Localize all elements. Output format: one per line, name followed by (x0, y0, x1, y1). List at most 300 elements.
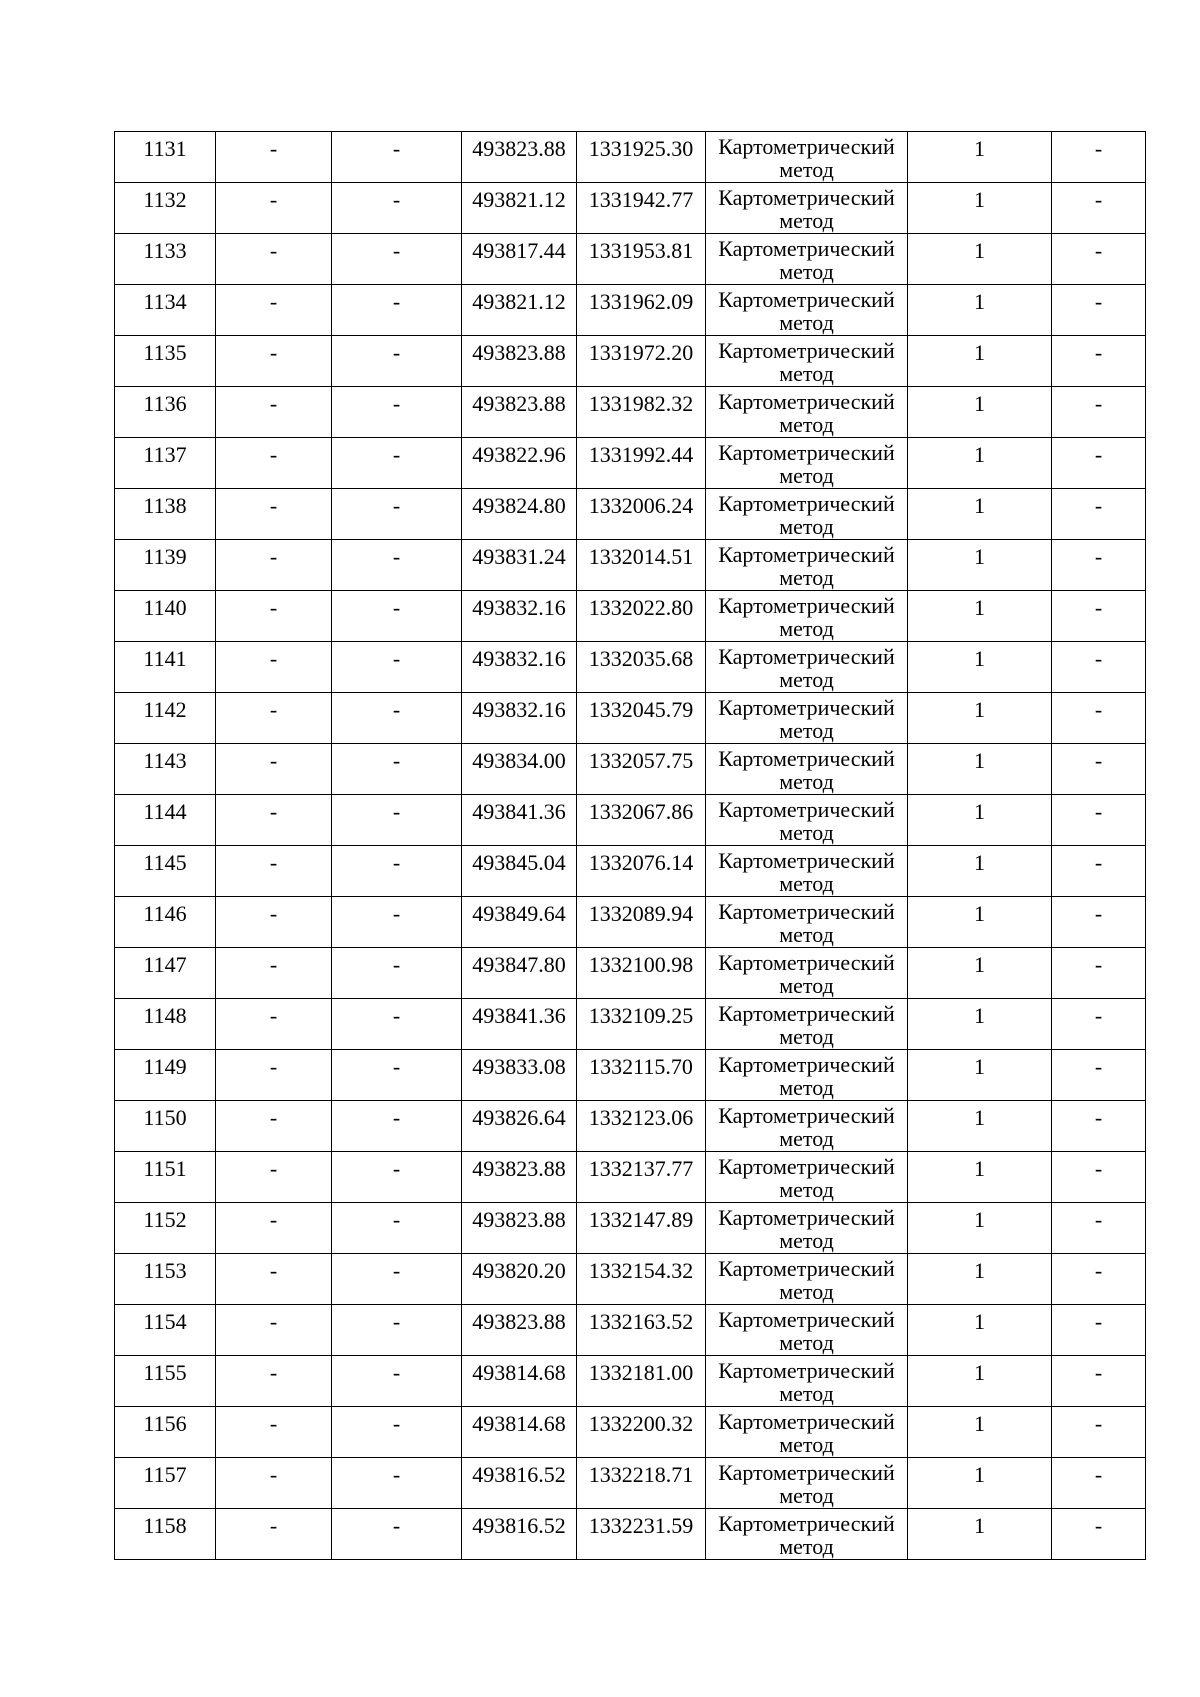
empty-value-cell-text: - (392, 748, 401, 773)
empty-value-cell-text: - (269, 1003, 278, 1028)
x-coordinate-cell-text: 493823.88 (472, 1309, 566, 1334)
x-coordinate-cell-text: 493832.16 (472, 595, 566, 620)
method-line-1: Картометрический (718, 1052, 895, 1077)
point-number-cell-text: 1153 (143, 1258, 187, 1283)
description-cell-text: - (1094, 442, 1103, 467)
method-line-1: Картометрический (718, 1358, 895, 1383)
method-line-2: метод (779, 973, 834, 998)
method-text (706, 1050, 907, 1100)
empty-value-cell-text: - (269, 1360, 278, 1385)
accuracy-cell-text: 1 (974, 799, 985, 824)
point-number-cell (115, 897, 216, 948)
accuracy-cell (908, 183, 1052, 234)
description-cell-text: - (1094, 748, 1103, 773)
method-cell (706, 693, 908, 744)
x-coordinate-cell-text: 493821.12 (472, 289, 566, 314)
point-number-cell-text: 1150 (143, 1105, 187, 1130)
y-coordinate-cell-text: 1332045.79 (588, 697, 694, 722)
method-line-2: метод (779, 820, 834, 845)
y-coordinate-cell (577, 1254, 706, 1305)
accuracy-cell-text: 1 (974, 340, 985, 365)
point-number-cell (115, 744, 216, 795)
method-text (706, 1101, 907, 1151)
accuracy-cell (908, 132, 1052, 183)
table-row (115, 1407, 1146, 1458)
x-coordinate-cell-text: 493814.68 (472, 1360, 566, 1385)
description-cell-text: - (1094, 289, 1103, 314)
method-text (706, 591, 907, 641)
y-coordinate-cell (577, 438, 706, 489)
empty-value-cell (216, 234, 332, 285)
empty-value-cell (332, 846, 462, 897)
description-cell-text: - (1094, 391, 1103, 416)
empty-value-cell (332, 183, 462, 234)
y-coordinate-cell-text: 1332231.59 (588, 1513, 694, 1538)
point-number-cell-text: 1144 (143, 799, 187, 824)
x-coordinate-cell-text: 493826.64 (472, 1105, 566, 1130)
description-cell-text: - (1094, 1207, 1103, 1232)
empty-value-cell-text: - (269, 850, 278, 875)
method-line-2: метод (779, 514, 834, 539)
accuracy-cell-text: 1 (974, 136, 985, 161)
accuracy-cell (908, 1152, 1052, 1203)
description-cell (1052, 1458, 1146, 1509)
method-line-1: Картометрический (718, 134, 895, 159)
y-coordinate-cell (577, 642, 706, 693)
point-number-cell-text: 1143 (143, 748, 187, 773)
description-cell (1052, 999, 1146, 1050)
method-line-1: Картометрический (718, 389, 895, 414)
point-number-cell (115, 1458, 216, 1509)
table-row (115, 438, 1146, 489)
x-coordinate-cell-text: 493845.04 (472, 850, 566, 875)
method-line-2: метод (779, 871, 834, 896)
empty-value-cell-text: - (392, 1054, 401, 1079)
method-line-1: Картометрический (718, 440, 895, 465)
empty-value-cell (332, 999, 462, 1050)
accuracy-cell (908, 693, 1052, 744)
accuracy-cell (908, 489, 1052, 540)
x-coordinate-cell-text: 493823.88 (472, 391, 566, 416)
empty-value-cell (216, 1101, 332, 1152)
point-number-cell-text: 1133 (143, 238, 187, 263)
method-cell (706, 540, 908, 591)
empty-value-cell (332, 693, 462, 744)
method-line-2: метод (779, 922, 834, 947)
x-coordinate-cell-text: 493814.68 (472, 1411, 566, 1436)
method-line-1: Картометрический (718, 185, 895, 210)
method-line-2: метод (779, 463, 834, 488)
point-number-cell-text: 1148 (143, 1003, 187, 1028)
description-cell (1052, 642, 1146, 693)
accuracy-cell-text: 1 (974, 646, 985, 671)
x-coordinate-cell-text: 493834.00 (472, 748, 566, 773)
method-line-1: Картометрический (718, 593, 895, 618)
method-text (706, 1356, 907, 1406)
x-coordinate-cell-text: 493820.20 (472, 1258, 566, 1283)
description-cell-text: - (1094, 952, 1103, 977)
y-coordinate-cell-text: 1332067.86 (588, 799, 694, 824)
y-coordinate-cell (577, 285, 706, 336)
point-number-cell-text: 1136 (143, 391, 187, 416)
accuracy-cell-text: 1 (974, 1462, 985, 1487)
empty-value-cell-text: - (269, 238, 278, 263)
method-line-1: Картометрический (718, 1103, 895, 1128)
method-text (706, 387, 907, 437)
method-cell (706, 1458, 908, 1509)
empty-value-cell-text: - (269, 1207, 278, 1232)
point-number-cell (115, 693, 216, 744)
empty-value-cell-text: - (269, 595, 278, 620)
table-row (115, 1050, 1146, 1101)
point-number-cell (115, 132, 216, 183)
y-coordinate-cell-text: 1331982.32 (588, 391, 694, 416)
y-coordinate-cell-text: 1332163.52 (588, 1309, 694, 1334)
y-coordinate-cell (577, 1203, 706, 1254)
description-cell-text: - (1094, 493, 1103, 518)
method-text (706, 234, 907, 284)
point-number-cell-text: 1131 (143, 136, 187, 161)
empty-value-cell-text: - (269, 442, 278, 467)
accuracy-cell-text: 1 (974, 1003, 985, 1028)
accuracy-cell-text: 1 (974, 1054, 985, 1079)
x-coordinate-cell (462, 183, 577, 234)
point-number-cell (115, 489, 216, 540)
table-row (115, 183, 1146, 234)
empty-value-cell (216, 489, 332, 540)
method-text (706, 1203, 907, 1253)
point-number-cell (115, 234, 216, 285)
empty-value-cell (332, 591, 462, 642)
y-coordinate-cell (577, 1305, 706, 1356)
point-number-cell-text: 1139 (143, 544, 187, 569)
x-coordinate-cell (462, 387, 577, 438)
method-line-1: Картометрический (718, 644, 895, 669)
y-coordinate-cell (577, 1050, 706, 1101)
accuracy-cell (908, 1254, 1052, 1305)
point-number-cell-text: 1157 (143, 1462, 187, 1487)
y-coordinate-cell (577, 387, 706, 438)
empty-value-cell-text: - (269, 1105, 278, 1130)
empty-value-cell-text: - (392, 1105, 401, 1130)
method-cell (706, 285, 908, 336)
table-body (115, 132, 1146, 1560)
y-coordinate-cell-text: 1331962.09 (588, 289, 694, 314)
empty-value-cell (216, 1203, 332, 1254)
method-text (706, 132, 907, 182)
y-coordinate-cell (577, 1152, 706, 1203)
description-cell-text: - (1094, 646, 1103, 671)
point-number-cell-text: 1158 (143, 1513, 187, 1538)
empty-value-cell (216, 591, 332, 642)
method-text (706, 999, 907, 1049)
description-cell (1052, 336, 1146, 387)
accuracy-cell-text: 1 (974, 187, 985, 212)
empty-value-cell-text: - (269, 952, 278, 977)
method-text (706, 540, 907, 590)
empty-value-cell-text: - (392, 901, 401, 926)
accuracy-cell (908, 795, 1052, 846)
empty-value-cell (216, 948, 332, 999)
table-row (115, 591, 1146, 642)
y-coordinate-cell (577, 1407, 706, 1458)
x-coordinate-cell (462, 1203, 577, 1254)
method-cell (706, 387, 908, 438)
empty-value-cell (332, 234, 462, 285)
point-number-cell (115, 1254, 216, 1305)
accuracy-cell-text: 1 (974, 595, 985, 620)
empty-value-cell-text: - (269, 1156, 278, 1181)
method-line-1: Картометрический (718, 1307, 895, 1332)
accuracy-cell (908, 999, 1052, 1050)
point-number-cell (115, 591, 216, 642)
empty-value-cell (332, 438, 462, 489)
point-number-cell-text: 1140 (143, 595, 187, 620)
y-coordinate-cell-text: 1332181.00 (588, 1360, 694, 1385)
description-cell (1052, 1101, 1146, 1152)
accuracy-cell (908, 1356, 1052, 1407)
x-coordinate-cell-text: 493849.64 (472, 901, 566, 926)
empty-value-cell (332, 387, 462, 438)
point-number-cell-text: 1132 (143, 187, 187, 212)
empty-value-cell (216, 795, 332, 846)
accuracy-cell (908, 642, 1052, 693)
empty-value-cell (332, 642, 462, 693)
description-cell (1052, 795, 1146, 846)
method-cell (706, 183, 908, 234)
method-text (706, 795, 907, 845)
x-coordinate-cell-text: 493817.44 (472, 238, 566, 263)
x-coordinate-cell-text: 493821.12 (472, 187, 566, 212)
point-number-cell (115, 1407, 216, 1458)
method-line-2: метод (779, 1075, 834, 1100)
coordinates-table (114, 131, 1146, 1560)
point-number-cell-text: 1151 (143, 1156, 187, 1181)
method-line-1: Картометрический (718, 542, 895, 567)
table-row (115, 744, 1146, 795)
description-cell-text: - (1094, 1513, 1103, 1538)
y-coordinate-cell-text: 1332057.75 (588, 748, 694, 773)
x-coordinate-cell (462, 591, 577, 642)
empty-value-cell-text: - (392, 544, 401, 569)
table-row (115, 693, 1146, 744)
empty-value-cell (216, 642, 332, 693)
accuracy-cell-text: 1 (974, 1411, 985, 1436)
x-coordinate-cell-text: 493816.52 (472, 1462, 566, 1487)
empty-value-cell-text: - (392, 646, 401, 671)
accuracy-cell (908, 234, 1052, 285)
y-coordinate-cell (577, 1356, 706, 1407)
accuracy-cell (908, 1101, 1052, 1152)
empty-value-cell (216, 1254, 332, 1305)
description-cell-text: - (1094, 850, 1103, 875)
empty-value-cell (216, 336, 332, 387)
description-cell-text: - (1094, 187, 1103, 212)
method-line-2: метод (779, 1534, 834, 1559)
method-line-2: метод (779, 361, 834, 386)
method-line-1: Картометрический (718, 746, 895, 771)
empty-value-cell (332, 1407, 462, 1458)
y-coordinate-cell-text: 1332014.51 (588, 544, 694, 569)
empty-value-cell-text: - (269, 1054, 278, 1079)
accuracy-cell (908, 744, 1052, 795)
point-number-cell (115, 948, 216, 999)
empty-value-cell (332, 1509, 462, 1560)
y-coordinate-cell-text: 1332123.06 (588, 1105, 694, 1130)
empty-value-cell (332, 132, 462, 183)
empty-value-cell (216, 132, 332, 183)
empty-value-cell (216, 285, 332, 336)
table-row (115, 948, 1146, 999)
empty-value-cell (216, 1509, 332, 1560)
method-text (706, 948, 907, 998)
method-line-1: Картометрический (718, 1256, 895, 1281)
accuracy-cell (908, 1305, 1052, 1356)
table-row (115, 489, 1146, 540)
method-line-1: Картометрический (718, 1460, 895, 1485)
y-coordinate-cell (577, 183, 706, 234)
x-coordinate-cell (462, 336, 577, 387)
method-text (706, 438, 907, 488)
accuracy-cell (908, 387, 1052, 438)
accuracy-cell-text: 1 (974, 238, 985, 263)
description-cell-text: - (1094, 544, 1103, 569)
accuracy-cell-text: 1 (974, 952, 985, 977)
table-row (115, 897, 1146, 948)
description-cell-text: - (1094, 799, 1103, 824)
empty-value-cell (216, 540, 332, 591)
accuracy-cell-text: 1 (974, 442, 985, 467)
method-cell (706, 948, 908, 999)
method-cell (706, 1254, 908, 1305)
method-text (706, 1305, 907, 1355)
empty-value-cell-text: - (269, 187, 278, 212)
point-number-cell (115, 183, 216, 234)
method-text (706, 1254, 907, 1304)
x-coordinate-cell-text: 493824.80 (472, 493, 566, 518)
empty-value-cell (332, 285, 462, 336)
empty-value-cell (332, 540, 462, 591)
point-number-cell (115, 1509, 216, 1560)
table-row (115, 642, 1146, 693)
description-cell-text: - (1094, 1360, 1103, 1385)
x-coordinate-cell (462, 540, 577, 591)
point-number-cell (115, 1152, 216, 1203)
method-cell (706, 1305, 908, 1356)
point-number-cell (115, 336, 216, 387)
empty-value-cell (332, 1152, 462, 1203)
point-number-cell (115, 1050, 216, 1101)
accuracy-cell (908, 336, 1052, 387)
method-cell (706, 1203, 908, 1254)
method-line-1: Картометрический (718, 236, 895, 261)
method-line-1: Картометрический (718, 1154, 895, 1179)
y-coordinate-cell-text: 1332035.68 (588, 646, 694, 671)
description-cell-text: - (1094, 238, 1103, 263)
method-line-1: Картометрический (718, 1409, 895, 1434)
empty-value-cell-text: - (392, 136, 401, 161)
method-line-1: Картометрический (718, 338, 895, 363)
description-cell-text: - (1094, 1462, 1103, 1487)
y-coordinate-cell-text: 1332137.77 (588, 1156, 694, 1181)
point-number-cell-text: 1147 (143, 952, 187, 977)
accuracy-cell (908, 591, 1052, 642)
y-coordinate-cell-text: 1332115.70 (589, 1054, 693, 1079)
method-line-1: Картометрический (718, 848, 895, 873)
y-coordinate-cell (577, 234, 706, 285)
empty-value-cell (216, 1152, 332, 1203)
table-row (115, 234, 1146, 285)
method-text (706, 846, 907, 896)
empty-value-cell (216, 1407, 332, 1458)
method-cell (706, 336, 908, 387)
table-row (115, 387, 1146, 438)
method-cell (706, 642, 908, 693)
x-coordinate-cell (462, 642, 577, 693)
method-line-1: Картометрический (718, 695, 895, 720)
point-number-cell (115, 438, 216, 489)
method-cell (706, 999, 908, 1050)
method-cell (706, 489, 908, 540)
y-coordinate-cell-text: 1332089.94 (588, 901, 694, 926)
empty-value-cell-text: - (392, 442, 401, 467)
description-cell-text: - (1094, 1105, 1103, 1130)
method-text (706, 1152, 907, 1202)
point-number-cell-text: 1152 (143, 1207, 187, 1232)
x-coordinate-cell (462, 285, 577, 336)
x-coordinate-cell (462, 1509, 577, 1560)
description-cell (1052, 897, 1146, 948)
method-line-1: Картометрический (718, 1001, 895, 1026)
method-line-2: метод (779, 157, 834, 182)
y-coordinate-cell (577, 897, 706, 948)
accuracy-cell (908, 1509, 1052, 1560)
empty-value-cell (332, 1254, 462, 1305)
table-row (115, 1356, 1146, 1407)
x-coordinate-cell (462, 1458, 577, 1509)
method-text (706, 336, 907, 386)
table-row (115, 1509, 1146, 1560)
x-coordinate-cell (462, 1101, 577, 1152)
description-cell (1052, 1254, 1146, 1305)
empty-value-cell (332, 489, 462, 540)
accuracy-cell (908, 948, 1052, 999)
x-coordinate-cell-text: 493832.16 (472, 697, 566, 722)
y-coordinate-cell (577, 795, 706, 846)
method-cell (706, 132, 908, 183)
description-cell (1052, 846, 1146, 897)
empty-value-cell-text: - (392, 289, 401, 314)
x-coordinate-cell-text: 493822.96 (472, 442, 566, 467)
y-coordinate-cell (577, 489, 706, 540)
table-row (115, 1254, 1146, 1305)
empty-value-cell (332, 948, 462, 999)
table-row (115, 1458, 1146, 1509)
x-coordinate-cell (462, 693, 577, 744)
empty-value-cell (332, 1305, 462, 1356)
description-cell (1052, 1305, 1146, 1356)
method-text (706, 1458, 907, 1508)
method-cell (706, 1050, 908, 1101)
point-number-cell-text: 1145 (143, 850, 187, 875)
empty-value-cell-text: - (392, 238, 401, 263)
y-coordinate-cell (577, 336, 706, 387)
empty-value-cell (332, 795, 462, 846)
method-cell (706, 438, 908, 489)
empty-value-cell-text: - (269, 544, 278, 569)
point-number-cell-text: 1142 (143, 697, 187, 722)
empty-value-cell (332, 1356, 462, 1407)
